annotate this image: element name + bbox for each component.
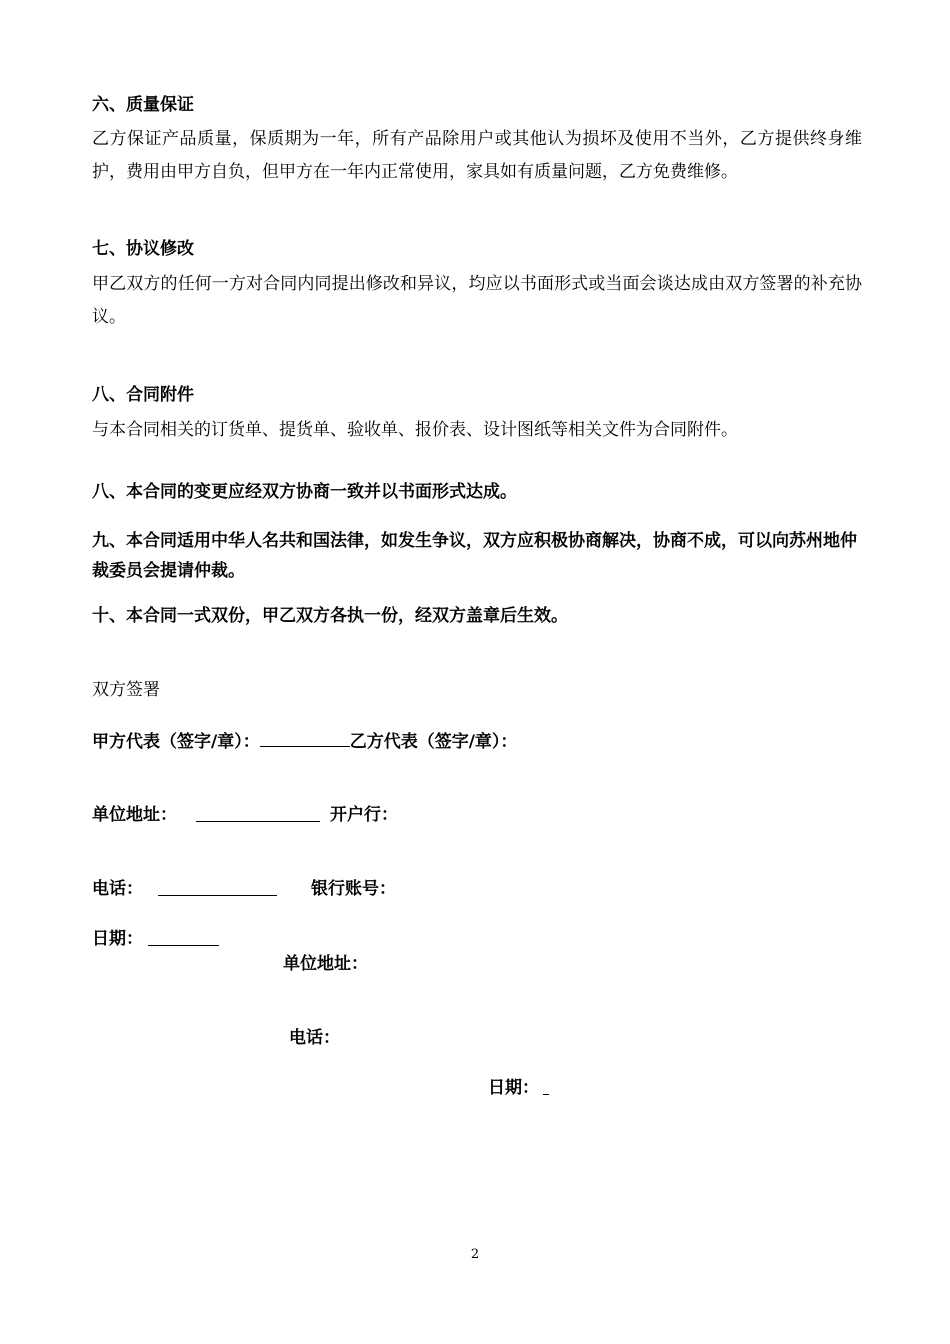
a-date-label: 日期： — [92, 929, 143, 949]
party-b-rep-label: 乙方代表（签字/章）： — [349, 732, 518, 752]
a-date-line[interactable] — [148, 927, 219, 946]
section-7-heading: 七、协议修改 — [92, 239, 194, 259]
section-7-body: 甲乙双方的任何一方对合同内同提出修改和异议，均应以书面形式或当面会谈达成由双方签署的补充协议。 — [92, 274, 862, 327]
b-date-line[interactable] — [543, 1076, 549, 1095]
section-6-body: 乙方保证产品质量，保质期为一年，所有产品除用户或其他认为损坏及使用不当外，乙方提供终身维护，费用由甲方自负，但甲方在一年内正常使用，家具如有质量问题，乙方免费维修。 — [92, 129, 862, 182]
party-a-rep-sign-line[interactable] — [260, 728, 350, 747]
bank-label: 开户行： — [330, 805, 398, 825]
section-6-heading: 六、质量保证 — [92, 95, 194, 115]
b-address-label: 单位地址： — [283, 954, 368, 974]
b-date-label: 日期： — [488, 1078, 539, 1098]
a-phone-label: 电话： — [92, 879, 143, 899]
a-address-label: 单位地址： — [92, 805, 177, 825]
signature-title: 双方签署 — [92, 680, 160, 700]
party-a-rep-row — [92, 728, 517, 754]
clause-8: 八、本合同的变更应经双方协商一致并以书面形式达成。 — [92, 482, 517, 502]
account-label: 银行账号： — [311, 879, 396, 899]
clause-9: 九、本合同适用中华人名共和国法律，如发生争议，双方应积极协商解决，协商不成，可以向苏州地仲裁委员会提请仲裁。 — [92, 531, 857, 581]
a-address-line[interactable] — [196, 803, 320, 822]
a-phone-line[interactable] — [158, 877, 277, 896]
section-8-body: 与本合同相关的订货单、提货单、验收单、报价表、设计图纸等相关文件为合同附件。 — [92, 420, 738, 440]
section-8-heading: 八、合同附件 — [92, 385, 194, 405]
clause-10: 十、本合同一式双份，甲乙双方各执一份，经双方盖章后生效。 — [92, 606, 568, 626]
party-a-rep-label: 甲方代表（签字/章）： — [92, 732, 260, 752]
page-number: 2 — [470, 1247, 480, 1262]
b-phone-label: 电话： — [289, 1028, 340, 1048]
